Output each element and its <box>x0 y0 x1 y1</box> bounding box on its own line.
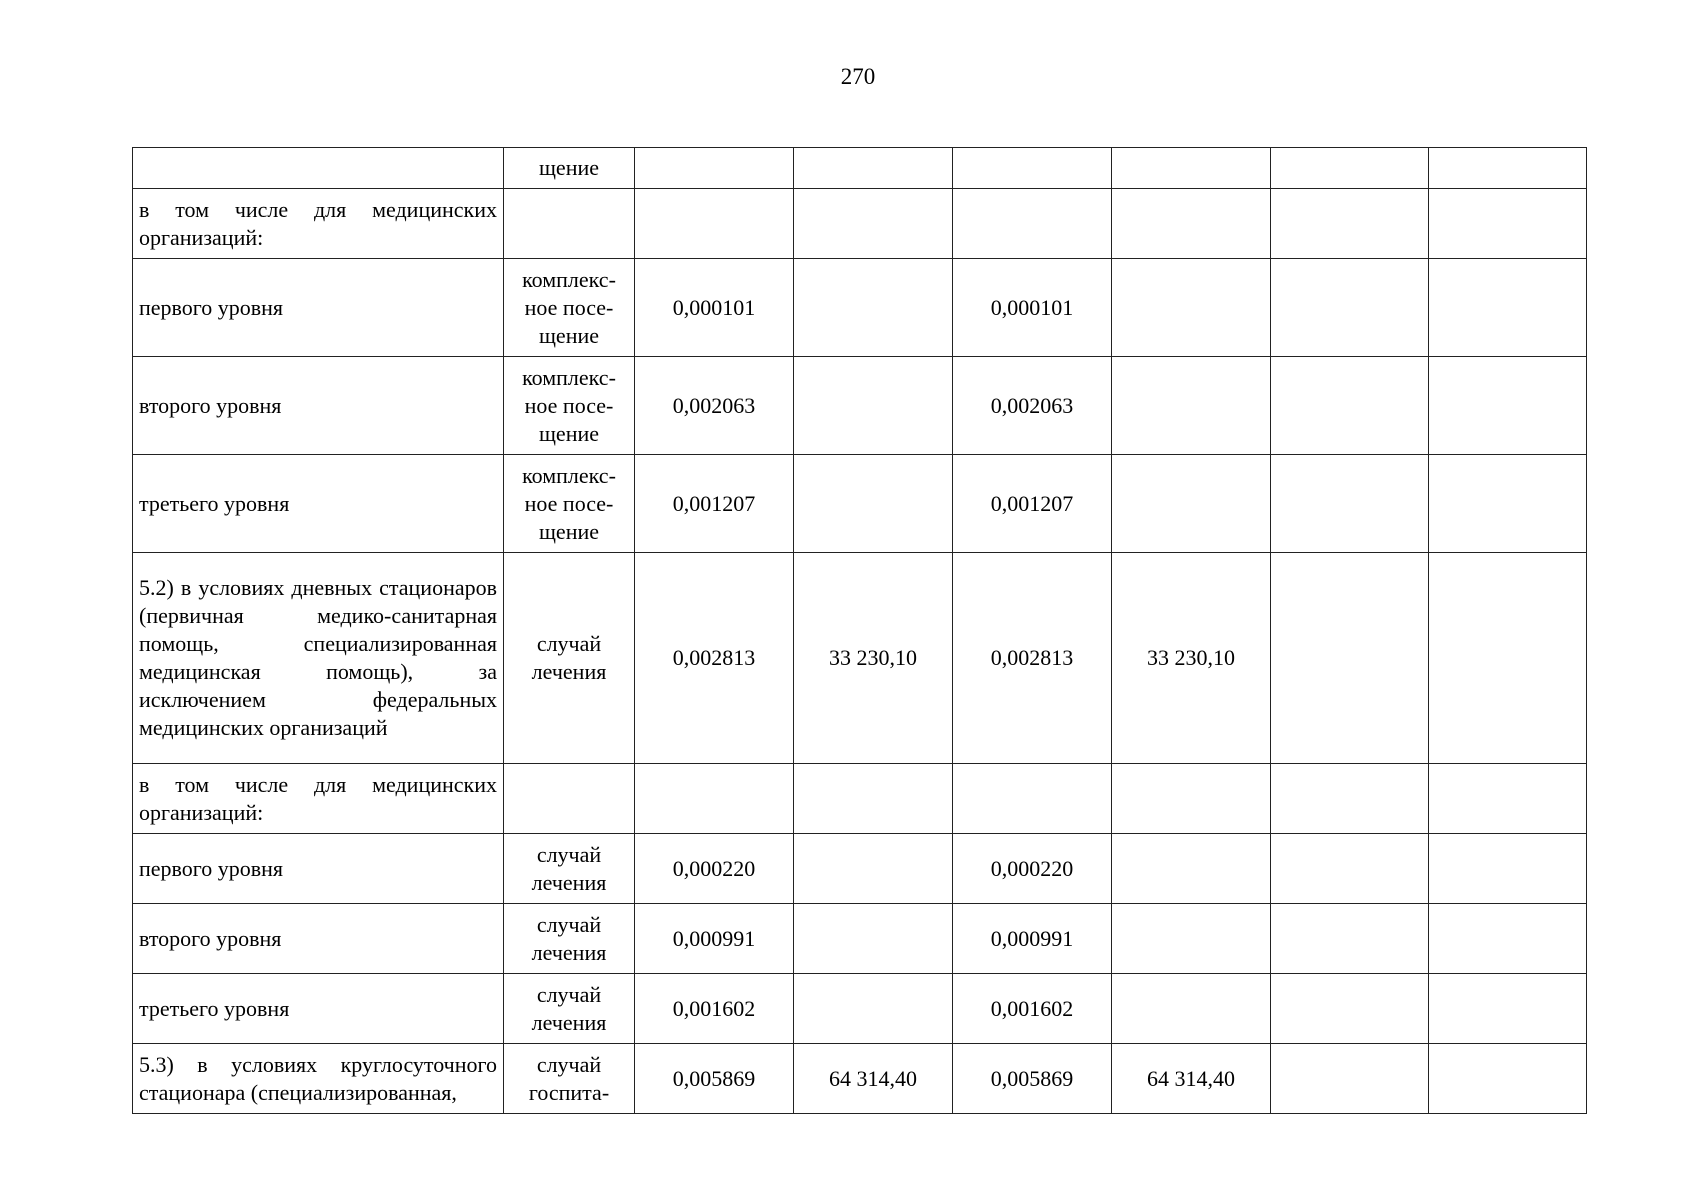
row-unit <box>504 764 635 834</box>
table-row <box>133 148 1587 189</box>
row-value: 0,000220 <box>953 834 1112 904</box>
row-name: первого уровня <box>133 259 504 357</box>
row-value: 0,001207 <box>953 455 1112 553</box>
row-value <box>794 834 953 904</box>
row-value <box>1271 764 1429 834</box>
row-value <box>794 455 953 553</box>
row-unit: комплекс-ное посе-щение <box>504 455 635 553</box>
row-value <box>1271 148 1429 189</box>
page-number: 270 <box>840 64 876 89</box>
row-value <box>1271 455 1429 553</box>
row-value: 0,000220 <box>635 834 794 904</box>
row-value <box>953 764 1112 834</box>
row-value <box>794 764 953 834</box>
row-name: 5.2) в условиях дневных стационаров (первичная медико-санитарная помощь, специализированная медицинская помощь), за исключением федеральных медицинских организаций <box>133 553 504 764</box>
data-table <box>132 147 1587 1114</box>
row-value <box>1429 357 1587 455</box>
row-value <box>1429 553 1587 764</box>
table-row <box>133 764 1587 834</box>
row-value <box>1271 834 1429 904</box>
table-row <box>133 1044 1587 1114</box>
row-name: в том числе для медицинских организаций: <box>133 764 504 834</box>
row-value: 0,001602 <box>635 974 794 1044</box>
row-value: 0,001602 <box>953 974 1112 1044</box>
table-row <box>133 834 1587 904</box>
row-unit: щение <box>504 148 635 189</box>
row-value <box>1112 834 1271 904</box>
row-value: 0,000991 <box>635 904 794 974</box>
row-unit: случай лечения <box>504 834 635 904</box>
row-value: 0,005869 <box>635 1044 794 1114</box>
row-name: второго уровня <box>133 357 504 455</box>
table-row <box>133 357 1587 455</box>
row-value <box>1112 455 1271 553</box>
table-row <box>133 974 1587 1044</box>
row-value: 0,002063 <box>953 357 1112 455</box>
row-value <box>1112 189 1271 259</box>
row-value <box>1271 1044 1429 1114</box>
row-value <box>635 189 794 259</box>
table-row <box>133 904 1587 974</box>
row-value <box>1429 259 1587 357</box>
row-value <box>794 189 953 259</box>
row-unit: комплекс-ное посе-щение <box>504 259 635 357</box>
row-value <box>635 764 794 834</box>
row-value <box>794 148 953 189</box>
row-name: 5.3) в условиях круглосуточного стационара (специализированная, <box>133 1044 504 1114</box>
row-value <box>1429 904 1587 974</box>
row-value <box>1112 904 1271 974</box>
row-value <box>794 357 953 455</box>
row-value: 0,001207 <box>635 455 794 553</box>
row-value: 0,000991 <box>953 904 1112 974</box>
row-value: 0,002813 <box>635 553 794 764</box>
table-row <box>133 455 1587 553</box>
row-value <box>1429 189 1587 259</box>
row-value <box>1429 455 1587 553</box>
row-unit: случай госпита- <box>504 1044 635 1114</box>
row-value <box>1271 259 1429 357</box>
row-value <box>953 189 1112 259</box>
row-value <box>1271 904 1429 974</box>
row-value: 33 230,10 <box>1112 553 1271 764</box>
row-value: 0,002813 <box>953 553 1112 764</box>
row-name: второго уровня <box>133 904 504 974</box>
row-value <box>1271 189 1429 259</box>
row-value <box>1429 974 1587 1044</box>
row-value <box>1112 974 1271 1044</box>
row-value <box>1112 148 1271 189</box>
row-name <box>133 148 504 189</box>
row-value <box>953 148 1112 189</box>
row-unit: случай лечения <box>504 974 635 1044</box>
row-value <box>1112 357 1271 455</box>
row-value: 0,002063 <box>635 357 794 455</box>
row-value <box>1112 764 1271 834</box>
row-unit: комплекс-ное посе-щение <box>504 357 635 455</box>
row-value <box>1271 974 1429 1044</box>
row-value: 33 230,10 <box>794 553 953 764</box>
row-name: третьего уровня <box>133 455 504 553</box>
row-value <box>794 974 953 1044</box>
row-unit: случай лечения <box>504 553 635 764</box>
row-value: 0,005869 <box>953 1044 1112 1114</box>
row-value <box>794 904 953 974</box>
row-unit: случай лечения <box>504 904 635 974</box>
row-value <box>1271 553 1429 764</box>
row-value: 64 314,40 <box>794 1044 953 1114</box>
row-value <box>1429 834 1587 904</box>
row-value <box>1429 148 1587 189</box>
row-value <box>1271 357 1429 455</box>
row-value: 64 314,40 <box>1112 1044 1271 1114</box>
row-value: 0,000101 <box>635 259 794 357</box>
row-value <box>1429 1044 1587 1114</box>
row-unit <box>504 189 635 259</box>
row-value <box>635 148 794 189</box>
row-name: в том числе для медицинских организаций: <box>133 189 504 259</box>
row-name: первого уровня <box>133 834 504 904</box>
row-name: третьего уровня <box>133 974 504 1044</box>
row-value <box>1112 259 1271 357</box>
row-value <box>794 259 953 357</box>
row-value <box>1429 764 1587 834</box>
table-row <box>133 189 1587 259</box>
table-row <box>133 259 1587 357</box>
table-row <box>133 553 1587 764</box>
row-value: 0,000101 <box>953 259 1112 357</box>
